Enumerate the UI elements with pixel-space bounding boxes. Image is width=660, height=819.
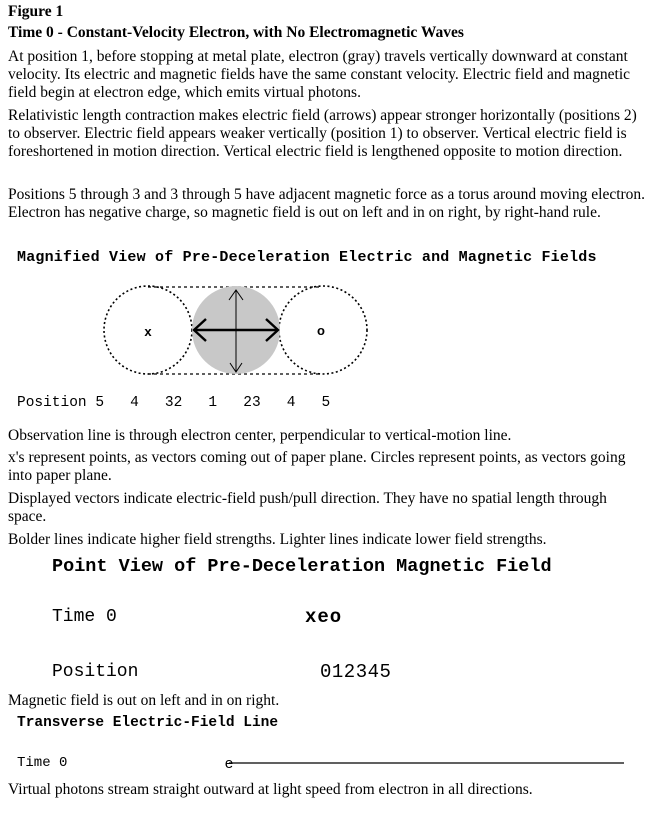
magnetic-out-symbol: x bbox=[144, 324, 152, 339]
transverse-time-label: Time 0 bbox=[17, 755, 68, 771]
point-view-heading: Point View of Pre-Deceleration Magnetic Field bbox=[52, 556, 552, 577]
note-observation-line: Observation line is through electron center, perpendicular to vertical-motion line. bbox=[8, 427, 512, 444]
right-field-arrow-head bbox=[266, 319, 278, 341]
note-line-weights: Bolder lines indicate higher field strengths. Lighter lines indicate lower field strengths. bbox=[8, 531, 547, 548]
note-vectors: Displayed vectors indicate electric-field push/pull direction. They have no spatial length through space. bbox=[8, 490, 607, 525]
point-view-time-label: Time 0 bbox=[52, 607, 117, 627]
right-magnetic-circle bbox=[279, 286, 367, 374]
intro-paragraph-2: Relativistic length contraction makes electric field (arrows) appear stronger horizontally (positions 2) to observer. Electric field appears weaker vertically (position 1) to observer. Vertical electric field is foreshortened in motion direction. Vertical electric field is lengthened opposite to motion direction. bbox=[8, 107, 637, 160]
transverse-heading: Transverse Electric-Field Line bbox=[17, 715, 279, 731]
magnified-view-heading: Magnified View of Pre-Deceleration Electric and Magnetic Fields bbox=[17, 249, 597, 266]
transverse-electron-symbol: e bbox=[224, 756, 234, 773]
figure-title: Time 0 - Constant-Velocity Electron, with No Electromagnetic Waves bbox=[8, 24, 464, 41]
electron-circle bbox=[192, 286, 280, 374]
point-view-position-value: 012345 bbox=[320, 661, 392, 683]
magnetic-in-symbol: o bbox=[317, 323, 325, 338]
left-magnetic-circle bbox=[104, 286, 192, 374]
left-field-arrow-head bbox=[194, 319, 206, 341]
point-view-caption: Magnetic field is out on left and in on right. bbox=[8, 692, 280, 709]
figure-label: Figure 1 bbox=[8, 3, 64, 20]
down-field-arrow-head bbox=[230, 363, 242, 372]
point-view-time-value: xeo bbox=[305, 606, 343, 628]
point-view-position-label: Position bbox=[52, 662, 139, 682]
up-field-arrow-head bbox=[229, 290, 243, 300]
position-row: Position 5 4 32 1 23 4 5 bbox=[17, 395, 331, 411]
final-caption: Virtual photons stream straight outward at light speed from electron in all directions. bbox=[8, 781, 533, 798]
intro-paragraph-3: Positions 5 through 3 and 3 through 5 have adjacent magnetic force as a torus around moving electron. Electron has negative charge, so magnetic field is out on left and in on right, by right-hand rule. bbox=[8, 186, 646, 221]
note-symbols: x's represent points, as vectors coming out of paper plane. Circles represent points, as vectors going into paper plane. bbox=[8, 449, 626, 484]
intro-paragraph-1: At position 1, before stopping at metal plate, electron (gray) travels vertically downward at constant velocity. Its electric and magnetic fields have the same constant velocity. Electric field and magnetic field begin at electron edge, which emits virtual photons. bbox=[8, 48, 631, 101]
